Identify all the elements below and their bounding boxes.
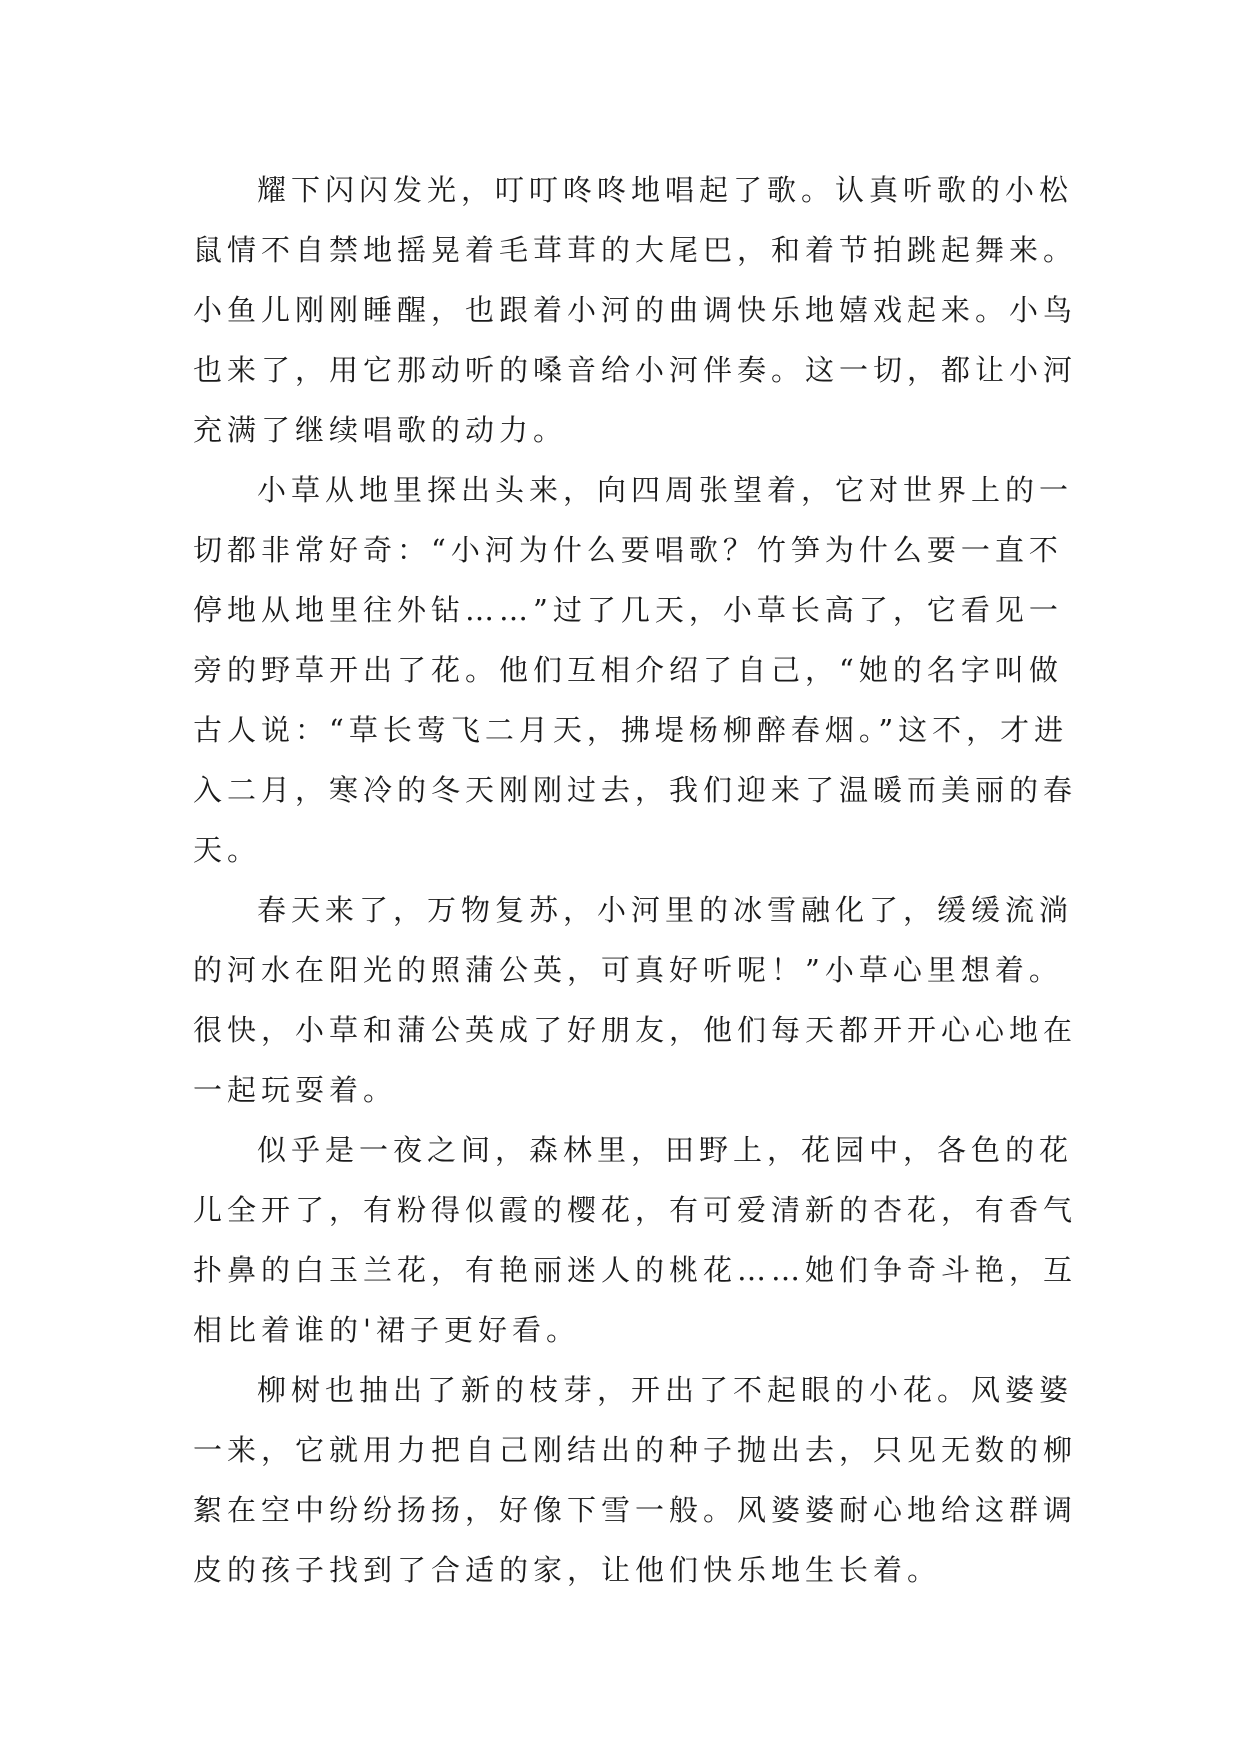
paragraph-2	[193, 460, 1078, 880]
paragraph-3	[193, 880, 1078, 1120]
paragraph-1	[193, 160, 1078, 460]
text-line: 也来了，用它那动听的嗓音给小河伴奏。这一切，都让小河	[193, 353, 1078, 387]
document-body	[193, 160, 1078, 1600]
text-line: 相比着谁的'裙子更好看。	[193, 1313, 580, 1347]
text-line: 鼠情不自禁地摇晃着毛茸茸的大尾巴，和着节拍跳起舞来。	[193, 233, 1078, 267]
text-line: 旁的野草开出了花。他们互相介绍了自己，“她的名字叫做	[193, 653, 1063, 687]
text-line: 入二月，寒冷的冬天刚刚过去，我们迎来了温暖而美丽的春	[193, 773, 1078, 807]
text-line: 停地从地里往外钻……”过了几天，小草长高了，它看见一	[193, 593, 1063, 627]
text-line: 小草从地里探出头来，向四周张望着，它对世界上的一	[257, 473, 1074, 507]
text-line: 一来，它就用力把自己刚结出的种子抛出去，只见无数的柳	[193, 1433, 1078, 1467]
text-line: 天。	[193, 833, 262, 867]
text-line: 充满了继续唱歌的动力。	[193, 413, 568, 447]
text-line: 一起玩耍着。	[193, 1073, 398, 1107]
paragraph-5	[193, 1360, 1078, 1600]
text-line: 耀下闪闪发光，叮叮咚咚地唱起了歌。认真听歌的小松	[257, 173, 1074, 207]
text-line: 切都非常好奇：“小河为什么要唱歌？竹笋为什么要一直不	[193, 533, 1063, 567]
text-line: 柳树也抽出了新的枝芽，开出了不起眼的小花。风婆婆	[257, 1373, 1074, 1407]
text-line: 皮的孩子找到了合适的家，让他们快乐地生长着。	[193, 1553, 942, 1587]
paragraph-4	[193, 1120, 1078, 1360]
text-line: 古人说：“草长莺飞二月天，拂堤杨柳醉春烟。”这不，才进	[193, 713, 1069, 747]
text-line: 春天来了，万物复苏，小河里的冰雪融化了，缓缓流淌	[257, 893, 1074, 927]
text-line: 很快，小草和蒲公英成了好朋友，他们每天都开开心心地在	[193, 1013, 1078, 1047]
text-line: 絮在空中纷纷扬扬，好像下雪一般。风婆婆耐心地给这群调	[193, 1493, 1078, 1527]
text-line: 扑鼻的白玉兰花，有艳丽迷人的桃花……她们争奇斗艳，互	[193, 1253, 1078, 1287]
text-line: 小鱼儿刚刚睡醒，也跟着小河的曲调快乐地嬉戏起来。小鸟	[193, 293, 1078, 327]
text-line: 似乎是一夜之间，森林里，田野上，花园中，各色的花	[257, 1133, 1074, 1167]
text-line: 儿全开了，有粉得似霞的樱花，有可爱清新的杏花，有香气	[193, 1193, 1078, 1227]
text-line: 的河水在阳光的照蒲公英，可真好听呢！”小草心里想着。	[193, 953, 1063, 987]
